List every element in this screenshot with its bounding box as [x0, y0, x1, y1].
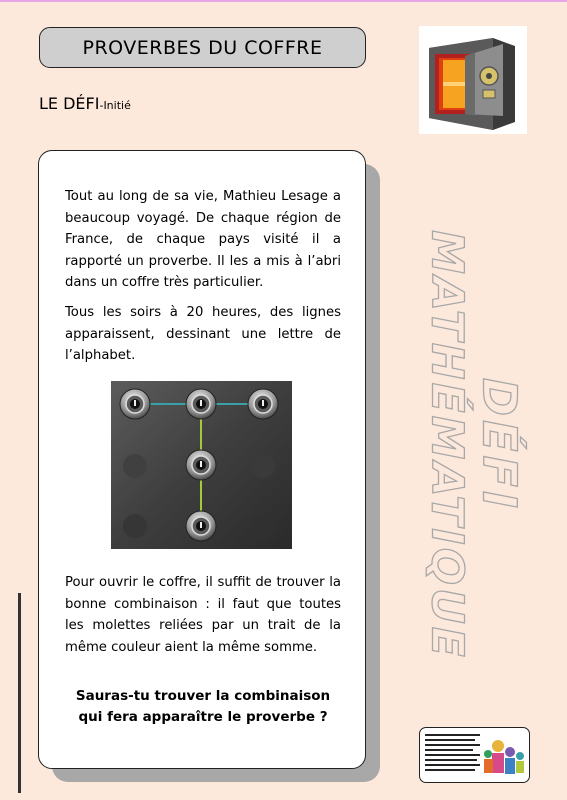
- dial-top-left[interactable]: [119, 388, 151, 420]
- challenge-label: LE DÉFI: [39, 94, 100, 113]
- open-safe-icon: [419, 26, 527, 134]
- challenge-heading: [39, 94, 131, 113]
- dial-inactive: [123, 514, 147, 538]
- people-logo-icon: [419, 727, 530, 783]
- left-margin-bar: [18, 593, 21, 793]
- rules-paragraph: Pour ouvrir le coffre, il suffit de trouver la bonne combinaison : il faut que toutes les molettes reliées par un trait de la même couleur aient la même somme.: [65, 575, 341, 655]
- dial-center[interactable]: [185, 449, 217, 481]
- question-text: [55, 686, 351, 728]
- vertical-word-mathematique: MATHÉMATIQUE: [422, 230, 473, 660]
- question-line-2: qui fera apparaître le proverbe ?: [78, 709, 328, 725]
- challenge-level: -Initié: [99, 99, 131, 112]
- vertical-word-defi: DÉFI: [473, 377, 527, 513]
- top-border: [0, 0, 567, 2]
- dial-top-middle[interactable]: [185, 388, 217, 420]
- story-paragraph: Tout au long de sa vie, Mathieu Lesage a beaucoup voyagé. De chaque région de France, de chaque pays visité il a rapporté un proverbe. Il les a mis à l’abri dans un coffre très particulier.: [65, 189, 341, 290]
- vertical-title: [230, 230, 567, 660]
- dial-bottom-middle[interactable]: [185, 510, 217, 542]
- question-line-1: Sauras-tu trouver la combinaison: [75, 688, 331, 704]
- dial-inactive: [123, 454, 147, 478]
- instruction-paragraph: Tous les soirs à 20 heures, des lignes apparaissent, dessinant une lettre de l’alphabet.: [65, 305, 341, 363]
- page-title: PROVERBES DU COFFRE: [39, 27, 366, 68]
